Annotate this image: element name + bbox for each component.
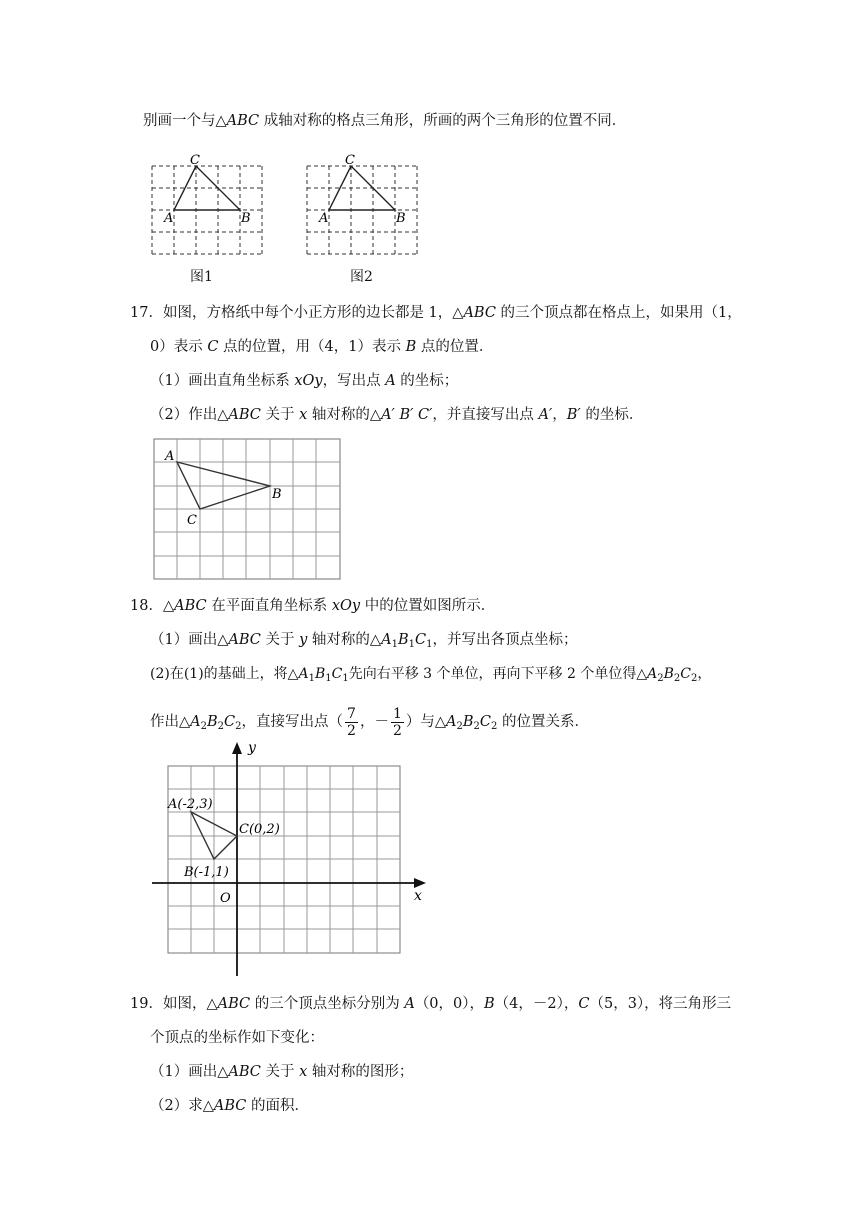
label-a: A [165, 449, 175, 464]
label-origin: O [220, 891, 231, 906]
q19-line-2: 个顶点的坐标作如下变化： [150, 1030, 324, 1046]
fraction-7-2: $\frac{7}{2}$ [347, 705, 356, 739]
label-y-axis: y [248, 740, 256, 756]
label-a: A [164, 211, 174, 226]
q19-sub-2: （2）求△ABC 的面积． [150, 1098, 309, 1114]
label-a: A(-2,3) [168, 797, 213, 812]
q17-grid-figure [153, 438, 343, 582]
q17-line-1: 17．如图，方格纸中每个小正方形的边长都是 1，△ABC 的三个顶点都在格点上，如果用（1， [130, 305, 742, 321]
label-b: B [272, 487, 282, 502]
q18-sub-2: (2)在(1)的基础上，将$\triangle A_1B_1C_1$先向右平移 3 个单位，再向下平移 2 个单位得$\triangle A_2B_2C_2$， [150, 666, 712, 684]
label-c: C [190, 153, 200, 168]
q18-sub-3: 作出$\triangle A_2B_2C_2$，直接写出点（ $\frac{7}{2}$ ，－ $\frac{1}{2}$ ）与$\triangle A_2B_2C_2$ 的位置关系． [150, 705, 590, 739]
label-c: C [187, 513, 197, 528]
label-c: C(0,2) [239, 822, 280, 837]
label-b: B [396, 211, 406, 226]
q17-line-2: 0）表示 C 点的位置，用（4，1）表示 B 点的位置． [150, 339, 494, 355]
q16-continuation-line: 别画一个与△ABC 成轴对称的格点三角形，所画的两个三角形的位置不同． [143, 113, 627, 129]
q16-figure-2 [305, 150, 425, 260]
label-x-axis: x [414, 888, 422, 904]
q19-line-1: 19．如图，△ABC 的三个顶点坐标分别为 A（0，0），B（4，－2），C（5，3），将三角形三 [130, 996, 732, 1012]
q16-figure-1 [150, 150, 270, 260]
y-axis-arrow [232, 742, 242, 754]
fraction-1-2: $\frac{1}{2}$ [392, 705, 402, 739]
label-c: C [345, 153, 355, 168]
q17-sub-1: （1）画出直角坐标系 xOy，写出点 A 的坐标； [150, 373, 459, 389]
figure-2-caption: 图2 [350, 269, 373, 285]
q18-coordinate-figure [150, 738, 440, 980]
label-b: B(-1,1) [184, 865, 229, 880]
q18-sub-1: （1）画出△ABC 关于 y 轴对称的$\triangle A_1B_1C_1$，并写出各顶点坐标； [150, 632, 578, 650]
q18-line-1: 18．△ABC 在平面直角坐标系 xOy 中的位置如图所示． [130, 598, 496, 614]
q19-sub-1: （1）画出△ABC 关于 x 轴对称的图形； [150, 1064, 414, 1080]
x-axis-arrow [414, 878, 426, 888]
label-b: B [241, 211, 251, 226]
figure-1-caption: 图1 [190, 269, 213, 285]
label-a: A [319, 211, 329, 226]
q17-sub-2: （2）作出△ABC 关于 x 轴对称的△A′ B′ C′，并直接写出点 A′，B′ 的坐标． [150, 407, 644, 423]
